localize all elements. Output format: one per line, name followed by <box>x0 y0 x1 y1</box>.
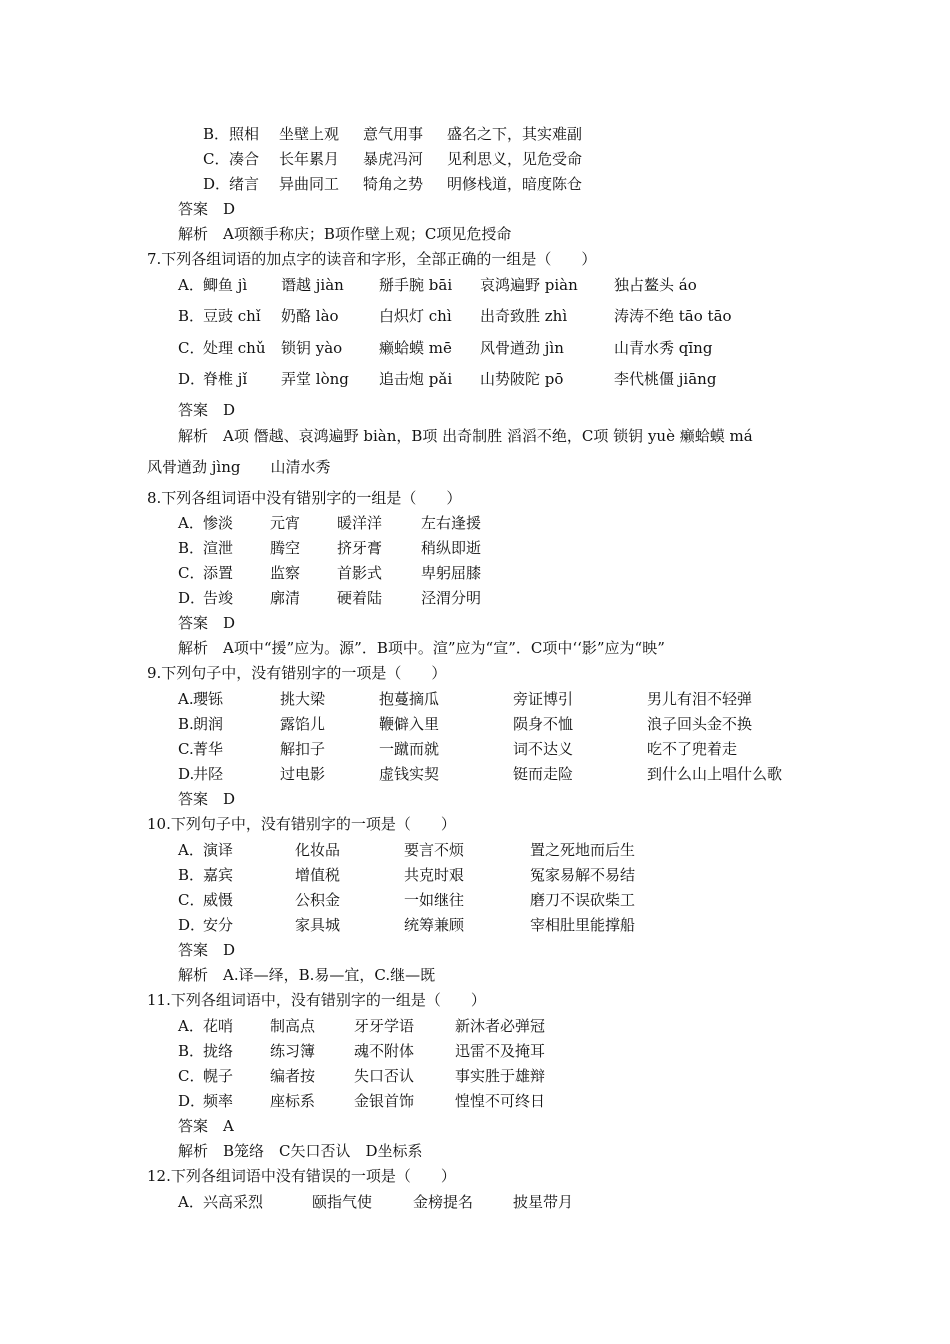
option-letter: C． <box>178 891 205 909</box>
option-item: 金榜提名 <box>413 1193 474 1211</box>
q6-analysis: 解析 A项额手称庆；B项作壁上观；C项见危授命 <box>178 225 512 243</box>
option-letter: B． <box>203 125 230 143</box>
option-item: 置之死地而后生 <box>530 841 636 859</box>
option-item: 独占鳌头 áo <box>614 276 697 294</box>
option-item: 处理 chǔ <box>203 339 266 357</box>
option-item: 幌子 <box>203 1067 234 1085</box>
option-letter: B． <box>178 307 205 325</box>
option-item: 冤家易解不易结 <box>530 866 636 884</box>
q11-stem: 11.下列各组词语中，没有错别字的一组是（ ） <box>147 991 486 1009</box>
option-item: 失口否认 <box>354 1067 415 1085</box>
option-item: 挤牙膏 <box>337 539 383 557</box>
option-item: 脊椎 jǐ <box>203 370 248 388</box>
option-letter: D． <box>178 370 206 388</box>
option-item: 陨身不恤 <box>513 715 574 733</box>
q7-analysis-line1: 解析 A项 僭越、哀鸿遍野 biàn，B项 出奇制胜 滔滔不绝，C项 锁钥 yuè 癞蛤蟆 má <box>178 427 753 445</box>
q11-analysis: 解析 B笼络 C矢口否认 D坐标系 <box>178 1142 423 1160</box>
q7-answer: 答案 D <box>178 401 236 419</box>
q10-answer: 答案 D <box>178 941 236 959</box>
option-item: 稍纵即逝 <box>421 539 482 557</box>
q8-answer: 答案 D <box>178 614 236 632</box>
option-item: 李代桃僵 jiāng <box>614 370 717 388</box>
q11-answer: 答案 A <box>178 1117 234 1135</box>
option-item: 意气用事 <box>363 125 424 143</box>
option-item: 泾渭分明 <box>421 589 482 607</box>
option-letter: A. <box>178 690 194 708</box>
option-item: 长年累月 <box>279 150 340 168</box>
option-item: 异曲同工 <box>279 175 340 193</box>
option-item: 凑合 <box>229 150 260 168</box>
option-item: 增值税 <box>295 866 341 884</box>
option-item: 山青水秀 qīng <box>614 339 713 357</box>
option-item: 词不达义 <box>513 740 574 758</box>
option-item: 披星带月 <box>513 1193 574 1211</box>
option-item: 化妆品 <box>295 841 341 859</box>
option-item: 安分 <box>203 916 234 934</box>
option-item: 出奇致胜 zhì <box>480 307 568 325</box>
option-item: 制高点 <box>270 1017 316 1035</box>
option-item: 锁钥 yào <box>281 339 343 357</box>
option-item: 花哨 <box>203 1017 234 1035</box>
option-item: 统筹兼顾 <box>404 916 465 934</box>
option-item: 解扣子 <box>280 740 326 758</box>
option-letter: B． <box>178 1042 205 1060</box>
option-item: 首影式 <box>337 564 383 582</box>
option-item: 铤而走险 <box>513 765 574 783</box>
option-item: 练习簿 <box>270 1042 316 1060</box>
option-item: 照相 <box>229 125 260 143</box>
option-item: 旁证博引 <box>513 690 574 708</box>
q7-analysis-line2: 风骨遒劲 jìng 山清水秀 <box>147 458 331 476</box>
option-item: 颐指气使 <box>312 1193 373 1211</box>
option-item: 廓清 <box>270 589 301 607</box>
option-item: 朗润 <box>193 715 224 733</box>
option-item: 鲫鱼 jì <box>203 276 248 294</box>
option-letter: D. <box>178 765 195 783</box>
option-letter: B． <box>178 539 205 557</box>
option-letter: B． <box>178 866 205 884</box>
option-item: 腾空 <box>270 539 301 557</box>
option-item: 井陉 <box>193 765 224 783</box>
option-letter: C． <box>178 1067 205 1085</box>
option-item: 迅雷不及掩耳 <box>455 1042 546 1060</box>
option-letter: A． <box>178 1193 204 1211</box>
option-item: 牙牙学语 <box>354 1017 415 1035</box>
option-item: 事实胜于雄辩 <box>455 1067 546 1085</box>
option-item: 监察 <box>270 564 301 582</box>
option-item: 绪言 <box>229 175 260 193</box>
option-letter: D． <box>178 589 206 607</box>
option-item: 金银首饰 <box>354 1092 415 1110</box>
option-letter: D． <box>178 1092 206 1110</box>
q8-stem: 8.下列各组词语中没有错别字的一组是（ ） <box>147 489 462 507</box>
option-item: 新沐者必弹冠 <box>455 1017 546 1035</box>
option-item: 左右逢援 <box>421 514 482 532</box>
option-letter: A． <box>178 1017 204 1035</box>
option-item: 山势陂陀 pō <box>480 370 564 388</box>
option-item: 元宵 <box>270 514 301 532</box>
option-item: 公积金 <box>295 891 341 909</box>
option-item: 频率 <box>203 1092 234 1110</box>
option-item: 演译 <box>203 841 234 859</box>
option-item: 犄角之势 <box>363 175 424 193</box>
option-item: 惨淡 <box>203 514 234 532</box>
option-item: 嘉宾 <box>203 866 234 884</box>
option-item: 暴虎冯河 <box>363 150 424 168</box>
option-item: 鞭僻入里 <box>379 715 440 733</box>
option-item: 暖洋洋 <box>337 514 383 532</box>
option-item: 要言不烦 <box>404 841 465 859</box>
q9-answer: 答案 D <box>178 790 236 808</box>
option-letter: C. <box>178 740 194 758</box>
option-item: 吃不了兜着走 <box>647 740 738 758</box>
option-letter: A． <box>178 514 204 532</box>
option-item: 弄堂 lòng <box>281 370 349 388</box>
option-item: 豆豉 chǐ <box>203 307 261 325</box>
q8-analysis: 解析 A项中“援”应为。源”．B项中。渲”应为“宣”．C项中‘‘影”应为“映” <box>178 639 665 657</box>
option-item: 共克时艰 <box>404 866 465 884</box>
option-item: 威慑 <box>203 891 234 909</box>
option-item: 明修栈道，暗度陈仓 <box>447 175 583 193</box>
option-item: 坐壁上观 <box>279 125 340 143</box>
option-item: 风骨遒劲 jìn <box>480 339 564 357</box>
option-letter: C． <box>178 564 205 582</box>
option-item: 魂不附体 <box>354 1042 415 1060</box>
option-item: 告竣 <box>203 589 234 607</box>
option-item: 男儿有泪不轻弹 <box>647 690 753 708</box>
option-letter: C． <box>178 339 205 357</box>
option-item: 惶惶不可终日 <box>455 1092 546 1110</box>
option-item: 露馅儿 <box>280 715 326 733</box>
option-item: 涛涛不绝 tāo tāo <box>614 307 732 325</box>
option-letter: D． <box>203 175 231 193</box>
option-item: 浪子回头金不换 <box>647 715 753 733</box>
option-item: 添置 <box>203 564 234 582</box>
option-letter: A． <box>178 841 204 859</box>
option-item: 虚钱实契 <box>379 765 440 783</box>
q10-analysis: 解析 A.译—绎，B.易—宜，C.继—既 <box>178 966 436 984</box>
option-letter: D． <box>178 916 206 934</box>
q9-stem: 9.下列句子中，没有错别字的一项是（ ） <box>147 664 447 682</box>
option-item: 卑躬屈膝 <box>421 564 482 582</box>
option-item: 渲泄 <box>203 539 234 557</box>
option-item: 到什么山上唱什么歌 <box>647 765 783 783</box>
option-item: 过电影 <box>280 765 326 783</box>
option-item: 家具城 <box>295 916 341 934</box>
option-item: 哀鸿遍野 piàn <box>480 276 578 294</box>
q6-answer: 答案 D <box>178 200 236 218</box>
option-item: 见利思义，见危受命 <box>447 150 583 168</box>
option-item: 抱蔓摘瓜 <box>379 690 440 708</box>
option-item: 瓔铄 <box>193 690 224 708</box>
option-item: 兴高采烈 <box>203 1193 264 1211</box>
q7-stem: 7.下列各组词语的加点字的读音和字形，全部正确的一组是（ ） <box>147 250 597 268</box>
q10-stem: 10.下列句子中，没有错别字的一项是（ ） <box>147 815 456 833</box>
option-item: 追击炮 pǎi <box>379 370 453 388</box>
option-letter: C． <box>203 150 230 168</box>
option-item: 硬着陆 <box>337 589 383 607</box>
option-item: 菁华 <box>193 740 224 758</box>
option-item: 座标系 <box>270 1092 316 1110</box>
option-item: 宰相肚里能撑船 <box>530 916 636 934</box>
q12-stem: 12.下列各组词语中没有错误的一项是（ ） <box>147 1167 456 1185</box>
option-item: 磨刀不误砍柴工 <box>530 891 636 909</box>
option-item: 癞蛤蟆 mē <box>379 339 452 357</box>
option-item: 编者按 <box>270 1067 316 1085</box>
option-item: 一如继往 <box>404 891 465 909</box>
option-item: 谮越 jiàn <box>281 276 344 294</box>
option-item: 掰手腕 bāi <box>379 276 453 294</box>
option-item: 拢络 <box>203 1042 234 1060</box>
option-item: 盛名之下，其实难副 <box>447 125 583 143</box>
option-item: 一蹴而就 <box>379 740 440 758</box>
option-letter: B. <box>178 715 194 733</box>
option-item: 白炽灯 chì <box>379 307 452 325</box>
option-item: 奶酪 lào <box>281 307 339 325</box>
option-item: 挑大梁 <box>280 690 326 708</box>
option-letter: A． <box>178 276 204 294</box>
